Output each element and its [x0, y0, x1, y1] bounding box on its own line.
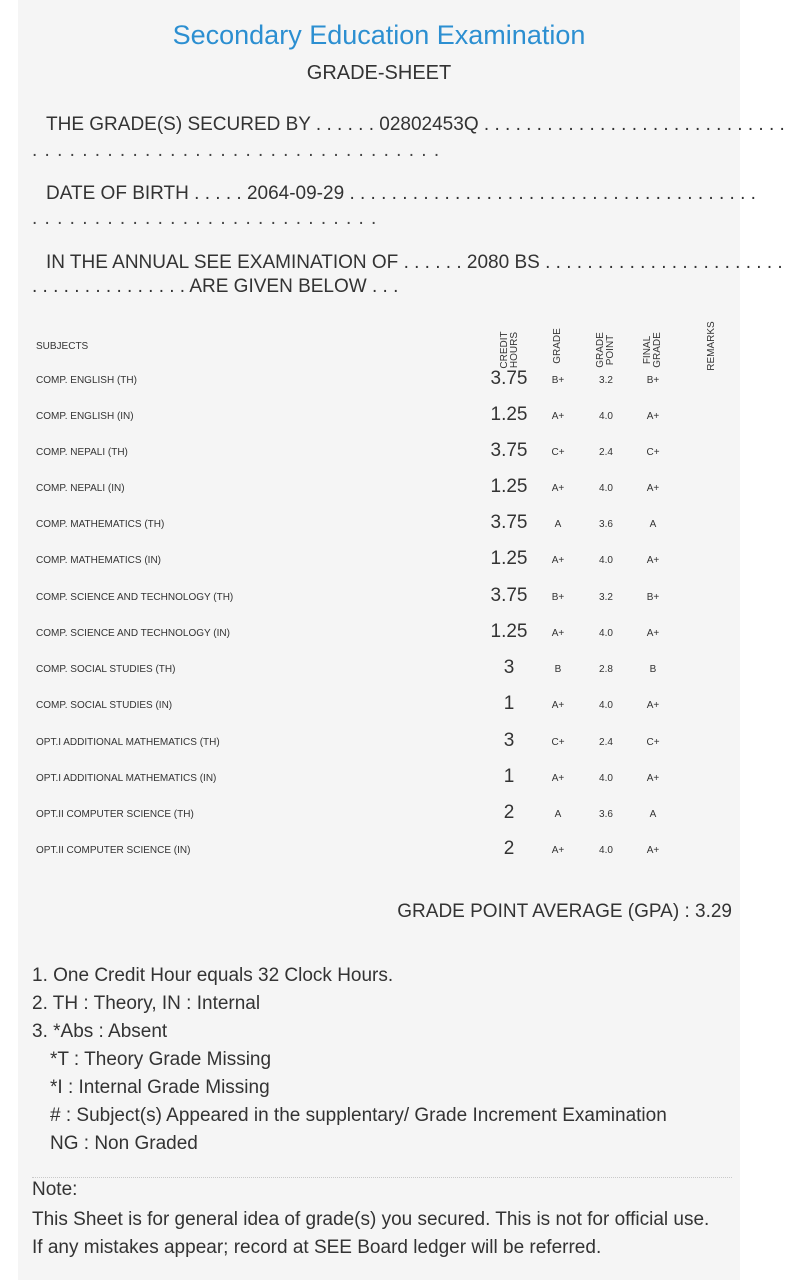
final-grade: A: [649, 809, 657, 820]
grade: A+: [551, 773, 565, 784]
header-grade: GRADE: [552, 328, 563, 364]
credit-hours: 1.25: [490, 548, 528, 569]
page-title: Secondary Education Examination: [172, 20, 586, 50]
table-row: [18, 763, 740, 799]
table-row: [18, 582, 740, 618]
credit-hours: 3: [503, 657, 515, 678]
table-row: [18, 401, 740, 437]
grade-point: 4.0: [599, 628, 613, 639]
grade-point: 3.6: [599, 809, 613, 820]
header-remarks: REMARKS: [706, 321, 717, 371]
final-grade: A+: [646, 628, 660, 639]
subject-name: COMP. ENGLISH (IN): [36, 411, 134, 422]
subject-name: OPT.I ADDITIONAL MATHEMATICS (IN): [36, 773, 217, 784]
final-grade: B+: [646, 592, 660, 603]
grade: B+: [551, 375, 565, 386]
grade: B+: [551, 592, 565, 603]
credit-hours: 1.25: [490, 621, 528, 642]
grade-point: 3.6: [599, 519, 613, 530]
secured-by-label: THE GRADE(S) SECURED BY: [46, 114, 311, 135]
exam-label: IN THE ANNUAL SEE EXAMINATION OF: [46, 252, 399, 273]
subject-name: COMP. SOCIAL STUDIES (IN): [36, 700, 173, 711]
credit-hours: 3.75: [490, 368, 528, 389]
grade-point: 3.2: [599, 375, 613, 386]
dotted-fill: . . . . . . . . . . . . . . . . . . . . . . . . . . . .: [32, 208, 378, 229]
given-below-line: . . . . . . . . . . . . . . . ARE GIVEN BELOW . . .: [32, 276, 399, 297]
dob-value: 2064-09-29: [246, 183, 345, 204]
header-final-grade: FINAL GRADE: [642, 332, 663, 368]
symbol-number: 02802453Q: [379, 114, 479, 135]
grade: A+: [551, 628, 565, 639]
grade-point: 2.8: [599, 664, 613, 675]
note-heading: Note:: [32, 1179, 78, 1200]
legend-subitem: # : Subject(s) Appeared in the supplentary/ Grade Increment Examination: [50, 1105, 667, 1126]
table-row: [18, 365, 740, 401]
final-grade: B: [649, 664, 657, 675]
header-credit-hours: CREDIT HOURS: [499, 331, 520, 369]
credit-hours: 1: [503, 766, 515, 787]
table-row: [18, 690, 740, 726]
dotted-fill: . . . . . . . . . . . . . . . . . . . . . . . . . . . . . . . . .: [32, 140, 441, 161]
grade: A+: [551, 483, 565, 494]
page-subtitle: GRADE-SHEET: [306, 62, 452, 84]
grade: C+: [551, 447, 565, 458]
table-row: [18, 835, 740, 871]
subject-name: COMP. SCIENCE AND TECHNOLOGY (TH): [36, 592, 234, 603]
table-row: [18, 509, 740, 545]
credit-hours: 3.75: [490, 512, 528, 533]
grade-sheet: [18, 0, 785, 1280]
grade-point: 4.0: [599, 700, 613, 711]
dob-label: DATE OF BIRTH: [46, 183, 189, 204]
grade-point: 4.0: [599, 773, 613, 784]
divider: [32, 1177, 732, 1178]
subject-name: COMP. MATHEMATICS (TH): [36, 519, 165, 530]
header-subjects: SUBJECTS: [36, 341, 89, 352]
credit-hours: 3: [503, 730, 515, 751]
credit-hours: 1.25: [490, 476, 528, 497]
exam-year: 2080 BS: [466, 252, 540, 273]
final-grade: A+: [646, 773, 660, 784]
grade-point: 4.0: [599, 845, 613, 856]
final-grade: A: [649, 519, 657, 530]
gpa-summary: GRADE POINT AVERAGE (GPA) : 3.29: [397, 901, 732, 922]
credit-hours: 3.75: [490, 440, 528, 461]
grade: A+: [551, 700, 565, 711]
credit-hours: 1: [503, 693, 515, 714]
table-row: [18, 437, 740, 473]
final-grade: A+: [646, 483, 660, 494]
subject-name: COMP. NEPALI (IN): [36, 483, 125, 494]
subject-name: OPT.I ADDITIONAL MATHEMATICS (TH): [36, 737, 220, 748]
legend-subitem: *T : Theory Grade Missing: [50, 1049, 272, 1070]
table-row: [18, 727, 740, 763]
grade-point: 4.0: [599, 555, 613, 566]
grade-point: 4.0: [599, 483, 613, 494]
grade: C+: [551, 737, 565, 748]
subject-name: COMP. NEPALI (TH): [36, 447, 128, 458]
credit-hours: 3.75: [490, 585, 528, 606]
grade-point: 2.4: [599, 447, 613, 458]
grade-point: 3.2: [599, 592, 613, 603]
grade: A+: [551, 555, 565, 566]
legend-item: 1. One Credit Hour equals 32 Clock Hours.: [32, 965, 394, 986]
subject-name: COMP. ENGLISH (TH): [36, 375, 137, 386]
grade-point: 4.0: [599, 411, 613, 422]
subject-name: OPT.II COMPUTER SCIENCE (IN): [36, 845, 191, 856]
credit-hours: 2: [503, 802, 515, 823]
credit-hours: 1.25: [490, 404, 528, 425]
subject-name: OPT.II COMPUTER SCIENCE (TH): [36, 809, 194, 820]
secured-by-line: THE GRADE(S) SECURED BY . . . . . . 02802453Q . . . . . . . . . . . . . . . . . . . . . . . . . . . . .: [46, 114, 785, 135]
table-row: [18, 545, 740, 581]
header-grade-point: GRADE POINT: [595, 332, 616, 368]
table-row: [18, 799, 740, 835]
given-below-text: ARE GIVEN BELOW . . .: [189, 276, 399, 297]
grade: A+: [551, 411, 565, 422]
legend-subitem: NG : Non Graded: [50, 1133, 198, 1154]
grade: A+: [551, 845, 565, 856]
table-row: [18, 473, 740, 509]
note-text: This Sheet is for general idea of grade(s) you secured. This is not for official use. If any mistakes appear; record at SEE Board ledger will be referred.: [32, 1209, 710, 1258]
credit-hours: 2: [503, 838, 515, 859]
subject-name: COMP. MATHEMATICS (IN): [36, 555, 161, 566]
final-grade: A+: [646, 411, 660, 422]
subject-name: COMP. SOCIAL STUDIES (TH): [36, 664, 176, 675]
final-grade: B+: [646, 375, 660, 386]
legend-item: 3. *Abs : Absent: [32, 1021, 168, 1042]
grade: B: [554, 664, 562, 675]
subject-name: COMP. SCIENCE AND TECHNOLOGY (IN): [36, 628, 230, 639]
legend-subitem: *I : Internal Grade Missing: [50, 1077, 270, 1098]
legend: [32, 962, 667, 1158]
final-grade: C+: [646, 447, 660, 458]
final-grade: A+: [646, 845, 660, 856]
grade-point: 2.4: [599, 737, 613, 748]
legend-item: 2. TH : Theory, IN : Internal: [32, 993, 261, 1014]
table-row: [18, 618, 740, 654]
exam-line: IN THE ANNUAL SEE EXAMINATION OF . . . . . . 2080 BS . . . . . . . . . . . . . . . . . . . . . . .: [46, 252, 783, 273]
final-grade: A+: [646, 700, 660, 711]
grade: A: [554, 519, 562, 530]
table-row: [18, 654, 740, 690]
dob-line: DATE OF BIRTH . . . . . 2064-09-29 . . . . . . . . . . . . . . . . . . . . . . . . . . . . . . . . . . . . . . .: [46, 183, 756, 204]
final-grade: A+: [646, 555, 660, 566]
grade: A: [554, 809, 562, 820]
final-grade: C+: [646, 737, 660, 748]
